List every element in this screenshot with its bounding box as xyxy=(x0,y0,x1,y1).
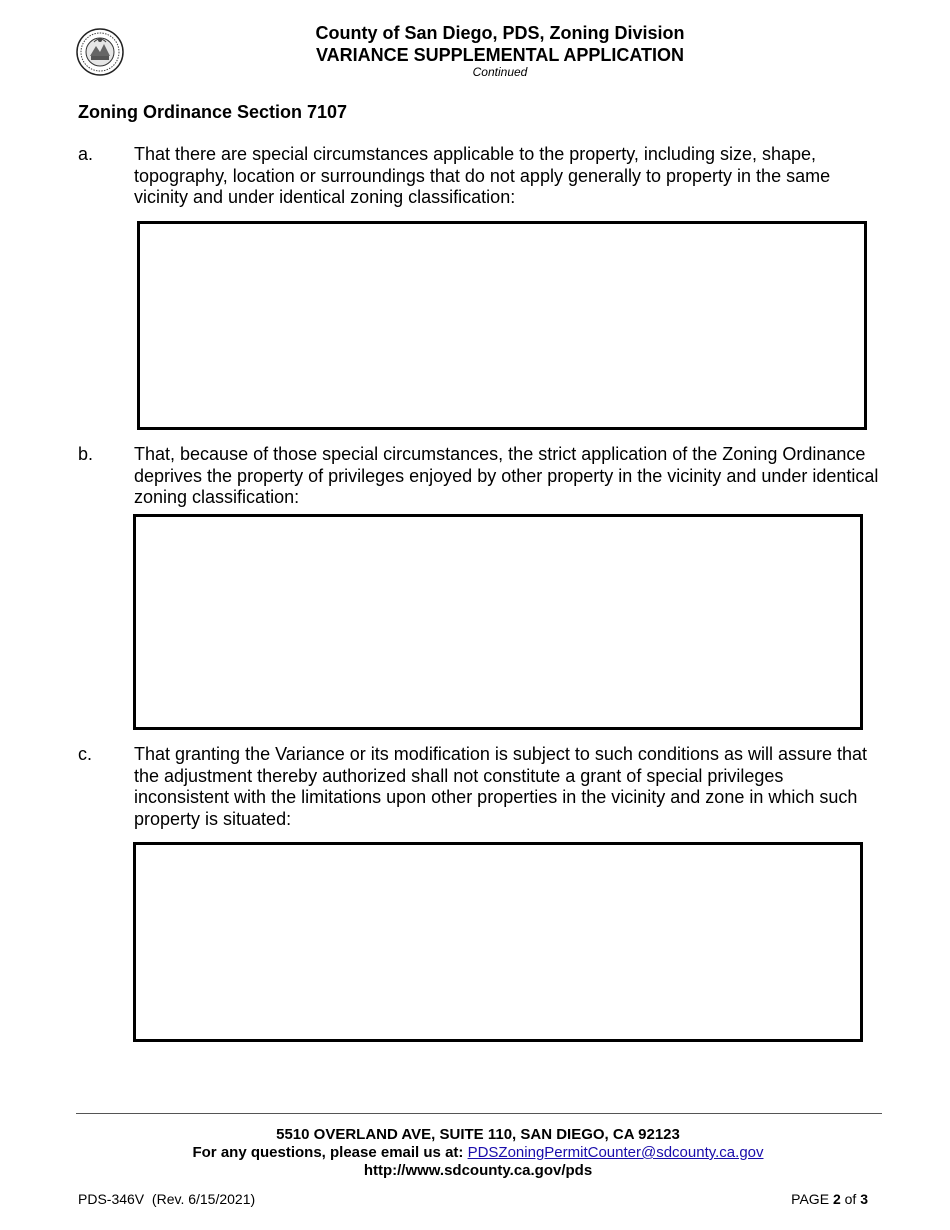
page-of: of xyxy=(844,1191,857,1207)
footer-email-link[interactable]: PDSZoningPermitCounter@sdcounty.ca.gov xyxy=(467,1144,764,1161)
header-organization: County of San Diego, PDS, Zoning Division xyxy=(315,23,685,43)
footer-address: 5510 OVERLAND AVE, SUITE 110, SAN DIEGO, CA 92123 xyxy=(276,1126,680,1143)
question-a-text: That there are special circumstances applicable to the property, including size, shape, topography, location or surroundings that do not apply generally to property in the same vicinity and under identical zoning classification: xyxy=(134,144,831,207)
form-number: PDS-346V (Rev. 6/15/2021) xyxy=(78,1191,256,1207)
question-b-answer-box[interactable] xyxy=(133,514,863,730)
question-b-marker: b. xyxy=(78,444,94,464)
question-c-marker: c. xyxy=(78,744,93,764)
footer-divider xyxy=(76,1113,882,1114)
question-c-answer-box[interactable] xyxy=(133,842,863,1042)
page-current: 2 xyxy=(832,1191,841,1207)
question-c-text: That granting the Variance or its modification is subject to such conditions as will assure that the adjustment thereby authorized shall not constitute a grant of special privileges inconsistent with the limitations upon other properties in the vicinity and zone in which such property is situated: xyxy=(134,744,868,829)
page-number xyxy=(791,1191,868,1208)
page-total: 3 xyxy=(860,1191,868,1207)
footer-email-prompt: For any questions, please email us at: xyxy=(192,1144,464,1161)
question-a-marker: a. xyxy=(78,144,94,164)
section-title: Zoning Ordinance Section 7107 xyxy=(78,102,348,122)
form-title: VARIANCE SUPPLEMENTAL APPLICATION xyxy=(315,45,684,65)
county-seal-logo xyxy=(76,28,124,76)
footer-website: http://www.sdcounty.ca.gov/pds xyxy=(363,1162,593,1179)
footer-contact-line xyxy=(100,1144,856,1162)
page-label: PAGE xyxy=(791,1191,830,1207)
question-b-text: That, because of those special circumstances, the strict application of the Zoning Ordinance deprives the property of privileges enjoyed by other property in the vicinity and under identical zoning classification: xyxy=(134,444,879,507)
form-subtitle: Continued xyxy=(472,65,528,79)
question-a-answer-box[interactable] xyxy=(137,221,867,430)
